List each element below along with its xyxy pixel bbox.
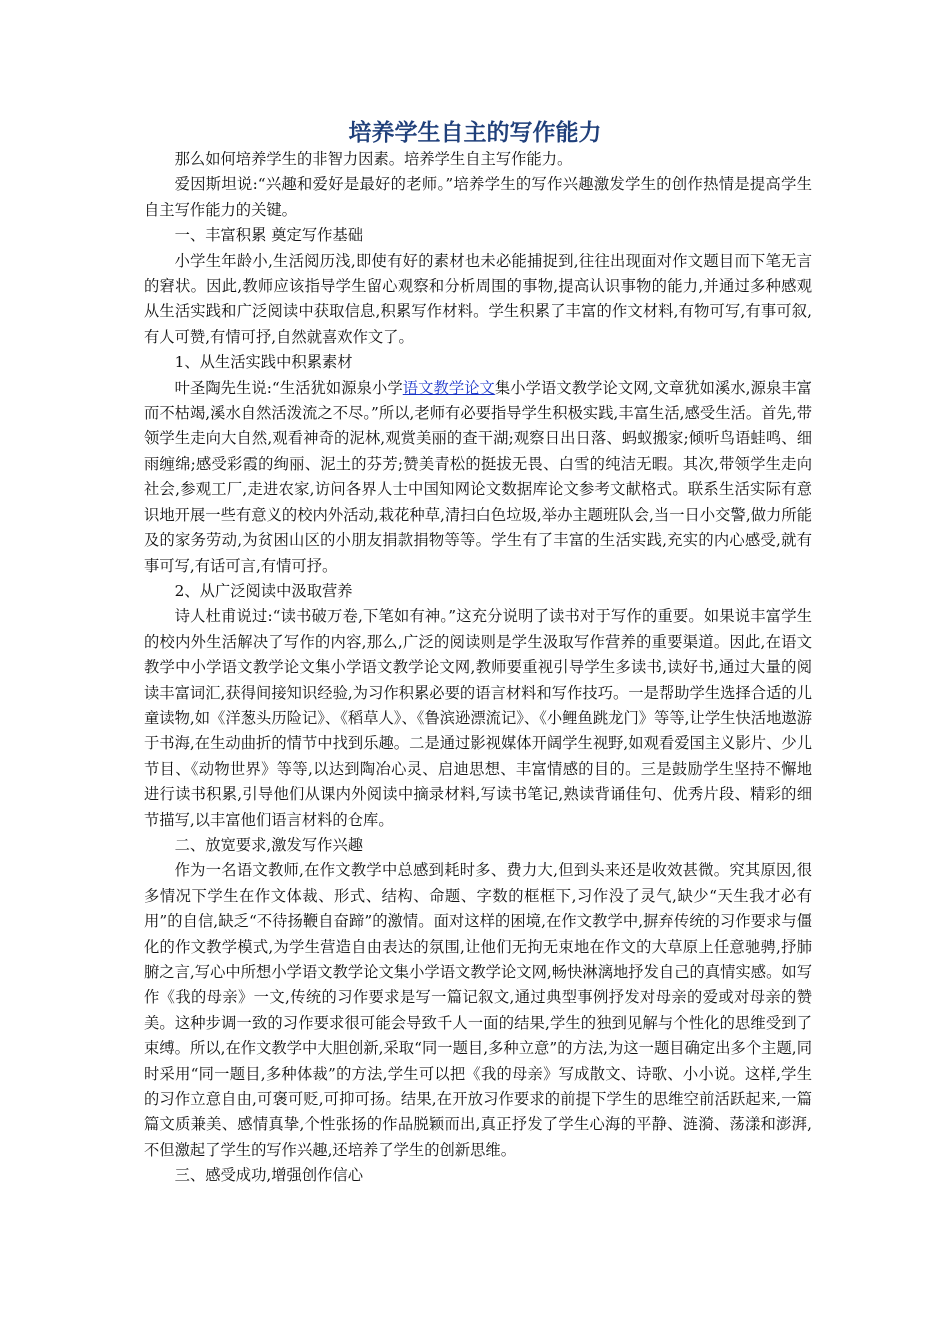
section-heading: 一、丰富积累 奠定写作基础	[174, 226, 364, 245]
subsection-heading: 1、从生活实践中积累素材	[174, 353, 353, 372]
paragraph-text: 集小学语文教学论文网,文章犹如溪水,源泉丰富而不枯竭,溪水自然活泼流之不尽。”所以,老师有必要指导学生积极实践,丰富生活,感受生活。首先,带领学生走向大自然,观看神奇的泥林,观赏美丽的查干湖;观察日出日落、蚂蚁搬家;倾听鸟语蛙鸣、细雨缠绵;感受彩霞的绚丽、泥土的芬芳;赞美青松的挺拔无畏、白雪的纯洁无暇。其次,带领学生走向社会,参观工厂,走进农家,访问各界人士中国知网论文数据库论文参考文献格式。联系生活实际有意识地开展一些有意义的校内外活动,栽花种草,清扫白色垃圾,举办主题班队会,当一日小交警,做力所能及的家务劳动,为贫困山区的小朋友捐款捐物等等。学生有了丰富的生活实践,充实的内心感受,就有事可写,有话可言,有情可抒。	[144, 378, 812, 575]
paragraph: 爱因斯坦说:“兴趣和爱好是最好的老师。”培养学生的写作兴趣激发学生的创作热情是提高学生自主写作能力的关键。	[144, 175, 812, 219]
paragraph	[144, 376, 812, 579]
section-heading: 三、感受成功,增强创作信心	[174, 1166, 364, 1185]
paragraph: 小学生年龄小,生活阅历浅,即使有好的素材也未必能捕捉到,往往出现面对作文题目而下笔无言的窘状。因此,教师应该指导学生留心观察和分析周围的事物,提高认识事物的能力,并通过多种感观从生活实践和广泛阅读中获取信息,积累写作材料。学生积累了丰富的作文材料,有物可写,有事可叙,有人可赞,有情可抒,自然就喜欢作文了。	[144, 251, 812, 346]
document-body	[144, 147, 812, 1189]
section-heading: 二、放宽要求,激发写作兴趣	[174, 835, 364, 854]
document-title: 培养学生自主的写作能力	[348, 120, 602, 146]
paragraph: 作为一名语文教师,在作文教学中总感到耗时多、费力大,但到头来还是收效甚微。究其原因,很多情况下学生在作文体裁、形式、结构、命题、字数的框框下,习作没了灵气,缺少“天生我才必有用”的自信,缺乏“不待扬鞭自奋蹄”的激情。面对这样的困境,在作文教学中,摒弃传统的习作要求与僵化的作文教学模式,为学生营造自由表达的氛围,让他们无拘无束地在作文的大草原上任意驰骋,抒肺腑之言,写心中所想小学语文教学论文集小学语文教学论文网,畅快淋漓地抒发自己的真情实感。如写作《我的母亲》一文,传统的习作要求是写一篇记叙文,通过典型事例抒发对母亲的爱或对母亲的赞美。这种步调一致的习作要求很可能会导致千人一面的结果,学生的独到见解与个性化的思维受到了束缚。所以,在作文教学中大胆创新,采取“同一题目,多种立意”的方法,为这一题目确定出多个主题,同时采用“同一题目,多种体裁”的方法,学生可以把《我的母亲》写成散文、诗歌、小小说。这样,学生的习作立意自由,可褒可贬,可抑可扬。结果,在开放习作要求的前提下学生的思维空前活跃起来,一篇篇文质兼美、感情真挚,个性张扬的作品脱颖而出,真正抒发了学生心海的平静、涟漪、荡漾和澎湃,不但激起了学生的写作兴趣,还培养了学生的创新思维。	[144, 861, 812, 1159]
paragraph-text: 叶圣陶先生说:“生活犹如源泉小学	[174, 378, 403, 397]
subsection-heading: 2、从广泛阅读中汲取营养	[174, 581, 353, 600]
article-link[interactable]: 语文教学论文	[402, 378, 495, 397]
paragraph: 那么如何培养学生的非智力因素。培养学生自主写作能力。	[174, 150, 573, 168]
paragraph: 诗人杜甫说过:“读书破万卷,下笔如有神。”这充分说明了读书对于写作的重要。如果说丰富学生的校内外生活解决了写作的内容,那么,广泛的阅读则是学生汲取写作营养的重要渠道。因此,在语文教学中小学语文教学论文集小学语文教学论文网,教师要重视引导学生多读书,读好书,通过大量的阅读丰富词汇,获得间接知识经验,为习作积累必要的语言材料和写作技巧。一是帮助学生选择合适的儿童读物,如《洋葱头历险记》、《稻草人》、《鲁滨逊漂流记》、《小鲤鱼跳龙门》等等,让学生快活地遨游于书海,在生动曲折的情节中找到乐趣。二是通过影视媒体开阔学生视野,如观看爱国主义影片、少儿节目、《动物世界》等等,以达到陶冶心灵、启迪思想、丰富情感的目的。三是鼓励学生坚持不懈地进行读书积累,引导他们从课内外阅读中摘录材料,写读书笔记,熟读背诵佳句、优秀片段、精彩的细节描写,以丰富他们语言材料的仓库。	[144, 607, 812, 829]
